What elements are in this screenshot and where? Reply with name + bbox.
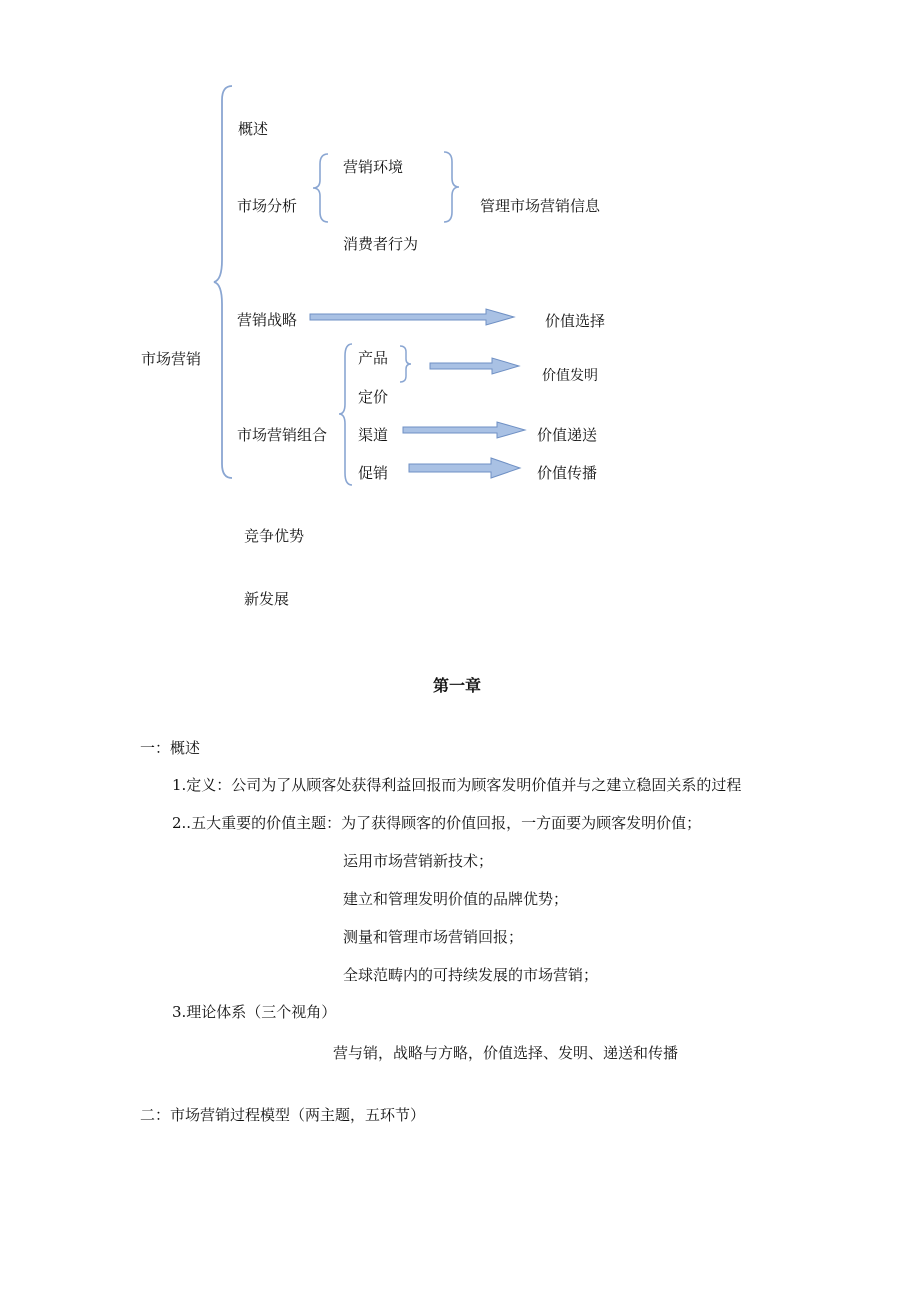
promotion-label: 促销: [358, 464, 389, 482]
definition-item: 1.定义：公司为了从顾客处获得利益回报而为顾客发明价值并与之建立稳固关系的过程: [172, 776, 742, 794]
competitive-advantage-label: 竞争优势: [244, 527, 305, 545]
value-selection-label: 价值选择: [545, 312, 606, 330]
marketing-mix-label: 市场营销组合: [237, 426, 328, 444]
analysis-left-brace: [310, 152, 332, 224]
mix-brace: [336, 342, 356, 487]
section1-heading: 一：概述: [140, 739, 201, 757]
theme-sub-4: 全球范畴内的可持续发展的市场营销；: [343, 966, 599, 984]
channel-label: 渠道: [358, 426, 389, 444]
strategy-arrow: [308, 307, 518, 327]
overview-label: 概述: [238, 120, 269, 138]
value-themes-item: 2..五大重要的价值主题：为了获得顾客的价值回报，一方面要为顾客发明价值；: [172, 814, 702, 832]
product-brace: [397, 344, 413, 384]
consumer-behavior-label: 消费者行为: [343, 235, 419, 253]
channel-arrow: [401, 420, 529, 440]
product-label: 产品: [358, 349, 389, 367]
theme-sub-1: 运用市场营销新技术；: [343, 852, 494, 870]
market-analysis-label: 市场分析: [237, 197, 298, 215]
theme-sub-2: 建立和管理发明价值的品牌优势；: [343, 890, 569, 908]
chapter-title: 第一章: [433, 676, 482, 695]
marketing-strategy-label: 营销战略: [237, 311, 298, 329]
theory-system-detail: 营与销，战略与方略，价值选择、发明、递送和传播: [333, 1044, 679, 1062]
root-label: 市场营销: [141, 350, 202, 368]
theme-sub-3: 测量和管理市场营销回报；: [343, 928, 524, 946]
promotion-arrow: [407, 457, 523, 479]
product-arrow: [428, 357, 522, 375]
new-development-label: 新发展: [244, 590, 290, 608]
value-communication-label: 价值传播: [537, 464, 598, 482]
marketing-environment-label: 营销环境: [343, 158, 404, 176]
theory-system-item: 3.理论体系（三个视角）: [172, 1003, 337, 1021]
pricing-label: 定价: [358, 388, 389, 406]
main-brace: [210, 84, 238, 480]
analysis-right-brace: [440, 150, 462, 224]
section2-heading: 二：市场营销过程模型（两主题，五环节）: [140, 1106, 426, 1124]
manage-info-label: 管理市场营销信息: [480, 197, 601, 215]
value-delivery-label: 价值递送: [537, 426, 598, 444]
value-creation-label: 价值发明: [542, 368, 598, 384]
